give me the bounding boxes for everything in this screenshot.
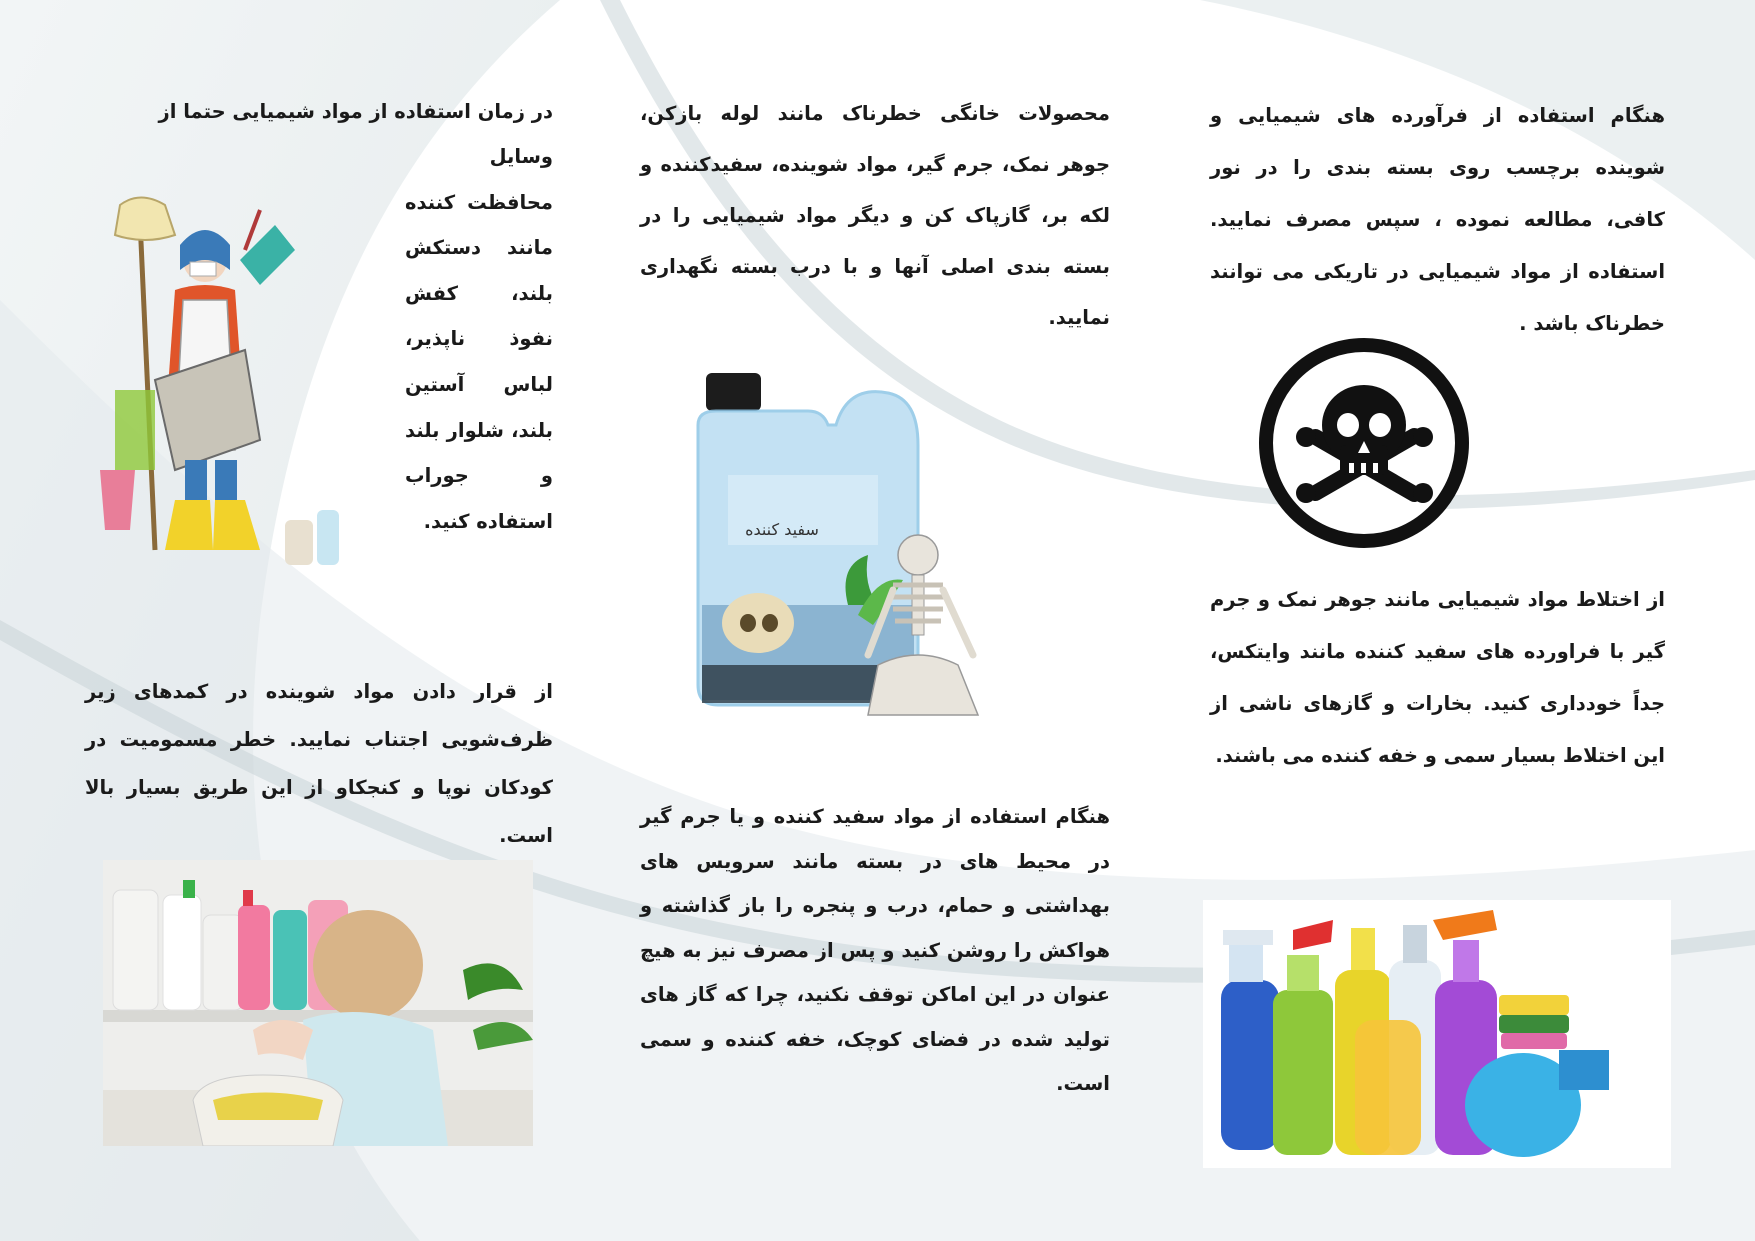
middle-paragraph-2: [640, 795, 1110, 1107]
middle-paragraph-2-text: هنگام استفاده از مواد سفید کننده و یا جرم گیر در محیط های در بسته مانند سرویس های بهداشتی و حمام، درب و پنجره را باز گذاشته و هواکش را روشن کنید و پس از مصرف نیز به هیچ عنوان در این اماکن توقف نکنید، چرا که گاز های تولید شده در فضای کوچک، خفه کننده و سمی است.: [640, 805, 1110, 1095]
left-paragraph-1-rest-text: وسایل محافظت کننده مانند دستکش بلند، کفش نفوذ ناپذیر، لباس آستین بلند، شلوار بلند و جوراب استفاده کنید.: [405, 145, 553, 533]
left-paragraph-2: [85, 668, 553, 860]
skull-crossbones-poison-icon: [1258, 337, 1471, 550]
right-paragraph-2: [1210, 574, 1665, 782]
cleaning-woman-illustration: [95, 190, 375, 585]
child-reaching-detergent-photo: [103, 860, 533, 1146]
left-paragraph-1-line1: [85, 88, 553, 136]
cleaning-products-bottles: [1203, 900, 1671, 1168]
left-paragraph-1-rest: [405, 134, 553, 544]
middle-paragraph-1-text: محصولات خانگی خطرناک مانند لوله بازکن، جوهر نمک، جرم گیر، مواد شوینده، سفیدکننده و لکه بر، گازپاک کن و دیگر مواد شیمیایی را در بسته بندی اصلی آنها و با درب بسته نگهداری نمایید.: [640, 102, 1110, 329]
right-paragraph-2-text: از اختلاط مواد شیمیایی مانند جوهر نمک و جرم گیر با فراورده های سفید کننده مانند وایتکس، جداً خودداری کنید. بخارات و گازهای ناشی از این اختلاط بسیار سمی و خفه کننده می باشند.: [1210, 588, 1665, 767]
left-paragraph-2-text: از قرار دادن مواد شوینده در کمدهای زیر ظرف‌شویی اجتناب نمایید. خطر مسمومیت در کودکان نوپا و کنجکاو از این طریق بسیار بالا است.: [85, 680, 553, 847]
right-paragraph-1: [1210, 90, 1665, 350]
middle-paragraph-1: [640, 88, 1110, 343]
bleach-bottle-label-text: سفید کننده: [745, 520, 819, 539]
right-paragraph-1-text: هنگام استفاده از فرآورده های شیمیایی و شوینده برچسب روی بسته بندی را در نور کافی، مطالعه نموده ، سپس مصرف نمایید. استفاده از مواد شیمیایی در تاریکی می توانند خطرناک باشد .: [1210, 104, 1665, 335]
bleach-bottle-skeleton-image: [688, 365, 998, 740]
left-paragraph-1-line1-text: در زمان استفاده از مواد شیمیایی حتما از: [158, 100, 553, 123]
bleach-bottle-label: [722, 520, 842, 539]
